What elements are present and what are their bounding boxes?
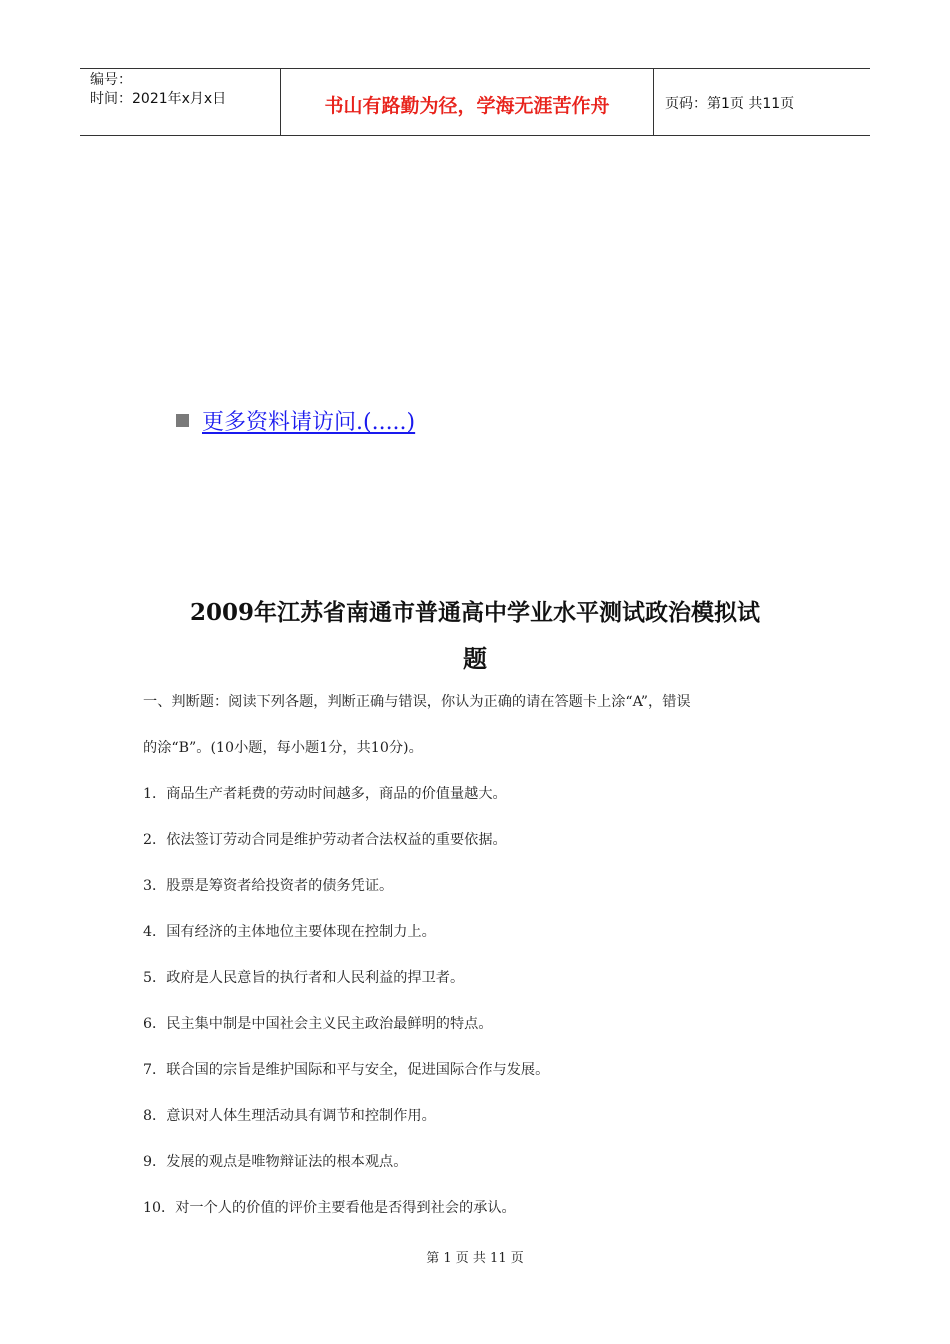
question-item: 1．商品生产者耗费的劳动时间越多，商品的价值量越大。	[143, 786, 507, 802]
header-motto: 书山有路勤为径，学海无涯苦作舟	[281, 69, 654, 135]
section-intro-line-1: 一、判断题：阅读下列各题，判断正确与错误，你认为正确的请在答题卡上涂“A”，错误	[143, 694, 691, 710]
page-header	[80, 68, 870, 136]
question-item: 9．发展的观点是唯物辩证法的根本观点。	[143, 1154, 408, 1170]
question-item: 4．国有经济的主体地位主要体现在控制力上。	[143, 924, 436, 940]
page-footer: 第 1 页 共 11 页	[426, 1251, 524, 1266]
question-item: 10．对一个人的价值的评价主要看他是否得到社会的承认。	[143, 1200, 516, 1216]
more-resources-link[interactable]: 更多资料请访问.(.....)	[202, 410, 416, 435]
question-section	[143, 688, 823, 1240]
document-number-label: 编号：	[90, 72, 132, 88]
question-item: 7．联合国的宗旨是维护国际和平与安全，促进国际合作与发展。	[143, 1062, 550, 1078]
question-item: 3．股票是筹资者给投资者的债务凭证。	[143, 878, 394, 894]
title-line-1: 2009年江苏省南通市普通高中学业水平测试政治模拟试	[189, 599, 760, 626]
title-line-2: 题	[463, 644, 487, 673]
question-item: 2．依法签订劳动合同是维护劳动者合法权益的重要依据。	[143, 832, 507, 848]
question-item: 8．意识对人体生理活动具有调节和控制作用。	[143, 1108, 436, 1124]
section-intro-line-2: 的涂“B”。(10小题，每小题1分，共10分)。	[143, 740, 423, 756]
bullet-square-icon	[176, 414, 189, 427]
more-resources-line	[176, 405, 415, 436]
question-item: 5．政府是人民意旨的执行者和人民利益的捍卫者。	[143, 970, 465, 986]
document-time-label: 时间：2021年x月x日	[90, 91, 227, 107]
header-meta-cell	[80, 69, 281, 135]
document-title	[140, 590, 810, 682]
question-item: 6．民主集中制是中国社会主义民主政治最鲜明的特点。	[143, 1016, 493, 1032]
header-page-code: 页码：第1页 共11页	[665, 96, 795, 112]
